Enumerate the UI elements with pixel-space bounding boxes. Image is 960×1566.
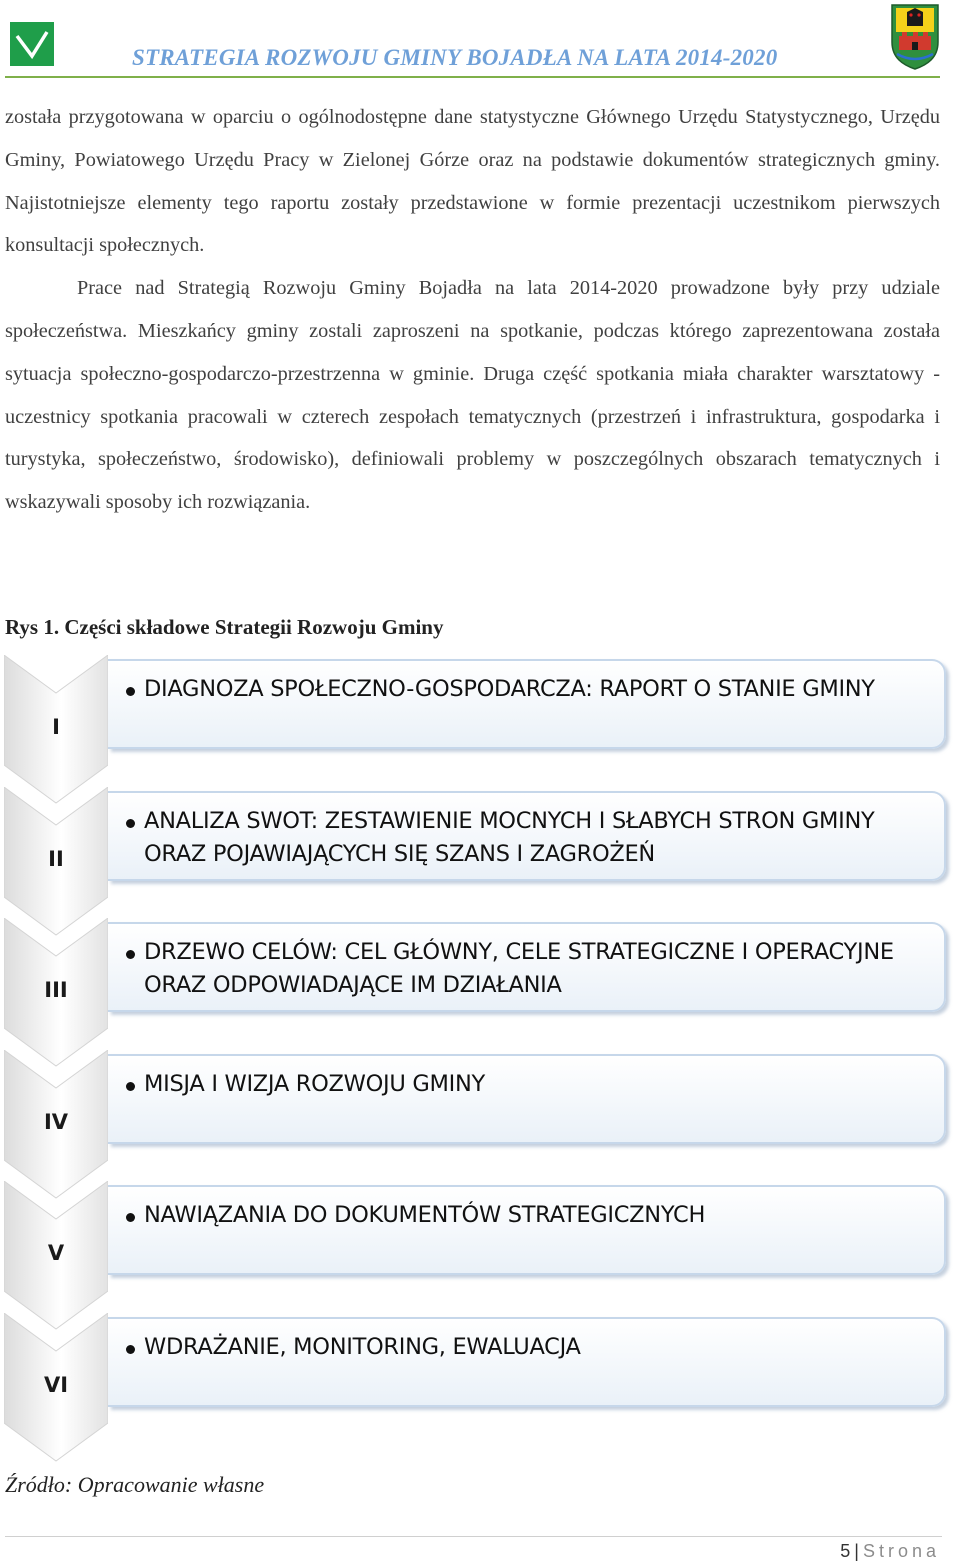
bullet-icon <box>126 819 135 828</box>
figure-title: Rys 1. Części składowe Strategii Rozwoju Gminy <box>5 615 444 639</box>
page-word: Strona <box>862 1541 940 1561</box>
bullet-icon <box>126 950 135 959</box>
step-number: II <box>48 847 64 871</box>
step-description: DIAGNOZA SPOŁECZNO-GOSPODARCZA: RAPORT O STANIE GMINY <box>144 676 875 702</box>
bullet-icon <box>126 1345 135 1354</box>
figure-source: Źródło: Opracowanie własne <box>5 1472 265 1497</box>
page-header <box>0 0 960 80</box>
header-divider <box>5 76 940 78</box>
diagram-step <box>0 787 960 937</box>
step-description: WDRAŻANIE, MONITORING, EWALUACJA <box>144 1334 581 1360</box>
step-content-box <box>108 791 946 881</box>
step-number: IV <box>43 1110 69 1134</box>
diagram-step <box>0 1313 960 1463</box>
bullet-icon <box>126 687 135 696</box>
step-content-box <box>108 659 946 749</box>
step-content-box <box>108 1185 946 1275</box>
step-content-box <box>108 1054 946 1144</box>
footer-divider <box>5 1536 942 1537</box>
step-number: V <box>47 1241 65 1265</box>
document-running-title: STRATEGIA ROZWOJU GMINY BOJADŁA NA LATA 2014-2020 <box>132 45 778 70</box>
page-number: 5 <box>840 1541 851 1561</box>
bullet-icon <box>126 1082 135 1091</box>
step-number: VI <box>43 1373 69 1397</box>
step-number: I <box>52 715 60 739</box>
paragraph-2: Prace nad Strategią Rozwoju Gminy Bojadła na lata 2014-2020 prowadzone były przy udziale społeczeństwa. Mieszkańcy gminy zostali zaproszeni na spotkanie, podczas którego zaprezentowana została sytuacja społeczno-gospodarczo-przestrzenna w gminie. Druga część spotkania miała charakter warsztatowy - uczestnicy spotkania pracowali w czterech zespołach tematycznych (przestrzeń i infrastruktura, gospodarka i turystyka, społeczeństwo, środowisko), definiowali problemy w poszczególnych obszarach tematycznych i wskazywali sposoby ich rozwiązania. <box>5 277 940 514</box>
green-checkmark-logo-icon <box>10 22 54 66</box>
footer-separator: | <box>854 1541 859 1561</box>
step-description: DRZEWO CELÓW: CEL GŁÓWNY, CELE STRATEGICZNE I OPERACYJNE ORAZ ODPOWIADAJĄCE IM DZIAŁANIA <box>144 939 894 998</box>
step-number: III <box>44 978 68 1002</box>
paragraph-1: została przygotowana w oparciu o ogólnodostępne dane statystyczne Głównego Urzędu Statystycznego, Urzędu Gminy, Powiatowego Urzędu Pracy w Zielonej Górze oraz na podstawie dokumentów strategicznych gminy. Najistotniejsze elementy tego raportu zostały przedstawione w formie prezentacji uczestnikom pierwszych konsultacji społecznych. <box>5 106 940 257</box>
diagram-step <box>0 655 960 805</box>
page-footer <box>840 1541 940 1562</box>
municipal-coat-of-arms-icon <box>889 2 941 70</box>
diagram-step <box>0 918 960 1068</box>
diagram-step <box>0 1050 960 1200</box>
diagram-step <box>0 1181 960 1331</box>
bullet-icon <box>126 1213 135 1222</box>
strategy-components-diagram <box>0 655 960 1485</box>
step-description: MISJA I WIZJA ROZWOJU GMINY <box>144 1071 485 1097</box>
step-description: ANALIZA SWOT: ZESTAWIENIE MOCNYCH I SŁABYCH STRON GMINY ORAZ POJAWIAJĄCYCH SIĘ SZANS I ZAGROŻEŃ <box>144 808 875 867</box>
step-description: NAWIĄZANIA DO DOKUMENTÓW STRATEGICZNYCH <box>144 1202 706 1228</box>
step-content-box <box>108 1317 946 1407</box>
step-content-box <box>108 922 946 1012</box>
body-text <box>5 96 940 524</box>
